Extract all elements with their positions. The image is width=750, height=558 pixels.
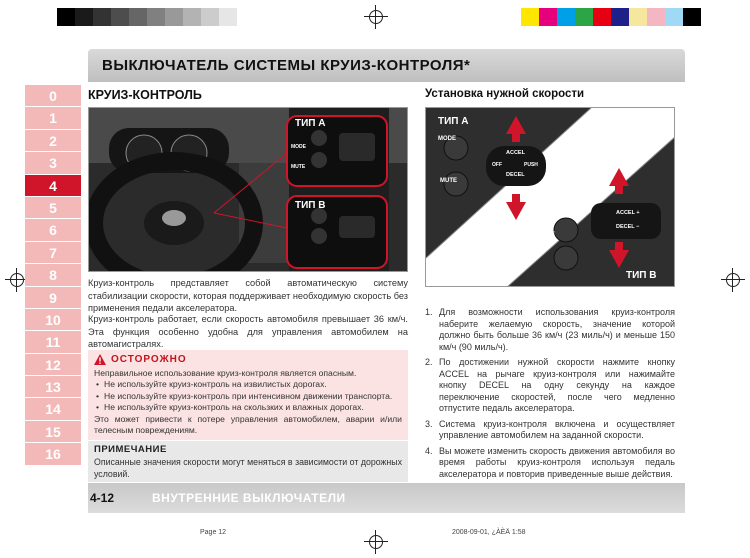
color-bar (521, 8, 701, 26)
chapter-tab-16[interactable]: 16 (25, 443, 81, 465)
section-heading-set-speed: Установка нужной скорости (425, 88, 585, 100)
step-number: 4. (425, 445, 433, 456)
chapter-tabs (25, 85, 81, 466)
note-box (88, 441, 408, 482)
section-name: ВНУТРЕННИЕ ВЫКЛЮЧАТЕЛИ (152, 491, 346, 505)
chapter-tab-11[interactable]: 11 (25, 331, 81, 353)
mute-label-b: MUTE (538, 232, 555, 238)
mute-label: MUTE (291, 164, 306, 170)
mode-label: MODE (291, 144, 306, 150)
registration-mark-top (364, 5, 388, 29)
page-title: ВЫКЛЮЧАТЕЛЬ СИСТЕМЫ КРУИЗ-КОНТРОЛЯ* (102, 57, 471, 74)
step-number: 2. (425, 357, 433, 367)
chapter-tab-8[interactable]: 8 (25, 264, 81, 286)
chapter-tab-5[interactable]: 5 (25, 197, 81, 219)
chapter-tab-3[interactable]: 3 (25, 152, 81, 174)
step-text: Система круиз-контроля включена и осуществляет управление автомобилем на заданной скорости. (439, 418, 675, 440)
chapter-tab-2[interactable]: 2 (25, 130, 81, 152)
step-item (425, 446, 675, 481)
cruise-lever-illustration (426, 108, 675, 287)
mute-label-right: MUTE (440, 178, 457, 184)
chapter-tab-6[interactable]: 6 (25, 219, 81, 241)
print-page-label: Page 12 (200, 529, 227, 536)
step-number: 3. (425, 418, 433, 429)
step-item (425, 357, 675, 415)
chapter-tab-4[interactable]: 4 (25, 175, 81, 197)
section-heading-cruise-control: КРУИЗ-КОНТРОЛЬ (88, 88, 202, 102)
footer-bar (88, 483, 685, 513)
steering-wheel-illustration (89, 108, 408, 272)
grayscale-bar (57, 8, 237, 26)
accel-b-label: ACCEL + (616, 210, 640, 216)
chapter-tab-10[interactable]: 10 (25, 309, 81, 331)
note-title: ПРИМЕЧАНИЕ (94, 444, 167, 455)
warning-item: • Не используйте круиз-контроль на извилистых дорогах. (94, 379, 402, 390)
chapter-tab-13[interactable]: 13 (25, 376, 81, 398)
title-bar (88, 49, 685, 82)
chapter-tab-14[interactable]: 14 (25, 398, 81, 420)
paragraph-speed: Круиз-контроль работает, если скорость автомобиля превышает 36 км/ч. Эта функция особенно удобна для управления автомобилем на автомагистралях. (88, 314, 408, 349)
push-label: PUSH (524, 162, 538, 168)
page-number: 4-12 (90, 491, 115, 505)
registration-mark-bottom (364, 530, 388, 554)
chapter-tab-15[interactable]: 15 (25, 421, 81, 443)
chapter-tab-1[interactable]: 1 (25, 107, 81, 129)
warning-outro: Это может привести к потере управления автомобилем, аварии и/или телесным повреждениям. (94, 413, 402, 436)
warning-item: • Не используйте круиз-контроль на скользких и влажных дорогах. (94, 402, 402, 413)
warning-intro: Неправильное использование круиз-контроля является опасным. (94, 368, 357, 378)
step-text: Вы можете изменить скорость движения автомобиля во время работы круиз-контроля используя педаль акселератора и повторив приведенные выше действия. (439, 445, 675, 479)
type-b-label-right: ТИП В (626, 270, 657, 281)
chapter-tab-7[interactable]: 7 (25, 242, 81, 264)
print-date: 2008-09-01, ¿ÀÈÄ 1:58 (452, 529, 526, 536)
chapter-tab-12[interactable]: 12 (25, 354, 81, 376)
chapter-tab-9[interactable]: 9 (25, 287, 81, 309)
accel-label: ACCEL (506, 150, 525, 156)
cruise-lever-photo (425, 107, 675, 287)
note-text: Описанные значения скорости могут меняться в зависимости от дорожных условий. (94, 457, 402, 479)
type-a-label-right: ТИП А (438, 116, 469, 127)
step-text: Для возможности использования круиз-контроля наберите желаемую скорость, значение которой должно быть больше 36 км/ч (23 миль/ч) и меньше 150 км/ч (90 миль/ч). (439, 307, 675, 352)
warning-box (88, 350, 408, 440)
step-item (425, 419, 675, 442)
steps-list (425, 307, 675, 484)
type-a-label: ТИП А (295, 118, 326, 129)
chapter-tab-0[interactable]: 0 (25, 85, 81, 107)
type-b-label: ТИП В (295, 200, 326, 211)
warning-list (94, 379, 402, 413)
decel-b-label: DECEL − (616, 224, 640, 230)
paragraph-intro: Круиз-контроль представляет собой автоматическую систему стабилизации скорости, которая поддерживает необходимую скорость без применения педали акселератора. (88, 278, 408, 313)
warning-icon (94, 354, 106, 365)
steering-wheel-photo (88, 107, 408, 272)
decel-label: DECEL (506, 172, 525, 178)
off-label: OFF (492, 162, 502, 168)
warning-title: ОСТОРОЖНО (111, 354, 187, 365)
step-text: По достижении нужной скорости нажмите кнопку ACCEL на рычаге круиз-контроля или нажимайте кнопку DECEL на одну секунду на каждое переключение скоростей, после чего медленно отпустите педаль акселератора. (439, 357, 675, 413)
step-number: 1. (425, 307, 433, 317)
warning-item: • Не используйте круиз-контроль при интенсивном движении транспорта. (94, 391, 402, 402)
mode-label-right: MODE (438, 136, 456, 142)
step-item (425, 307, 675, 353)
registration-mark-right (721, 268, 745, 292)
